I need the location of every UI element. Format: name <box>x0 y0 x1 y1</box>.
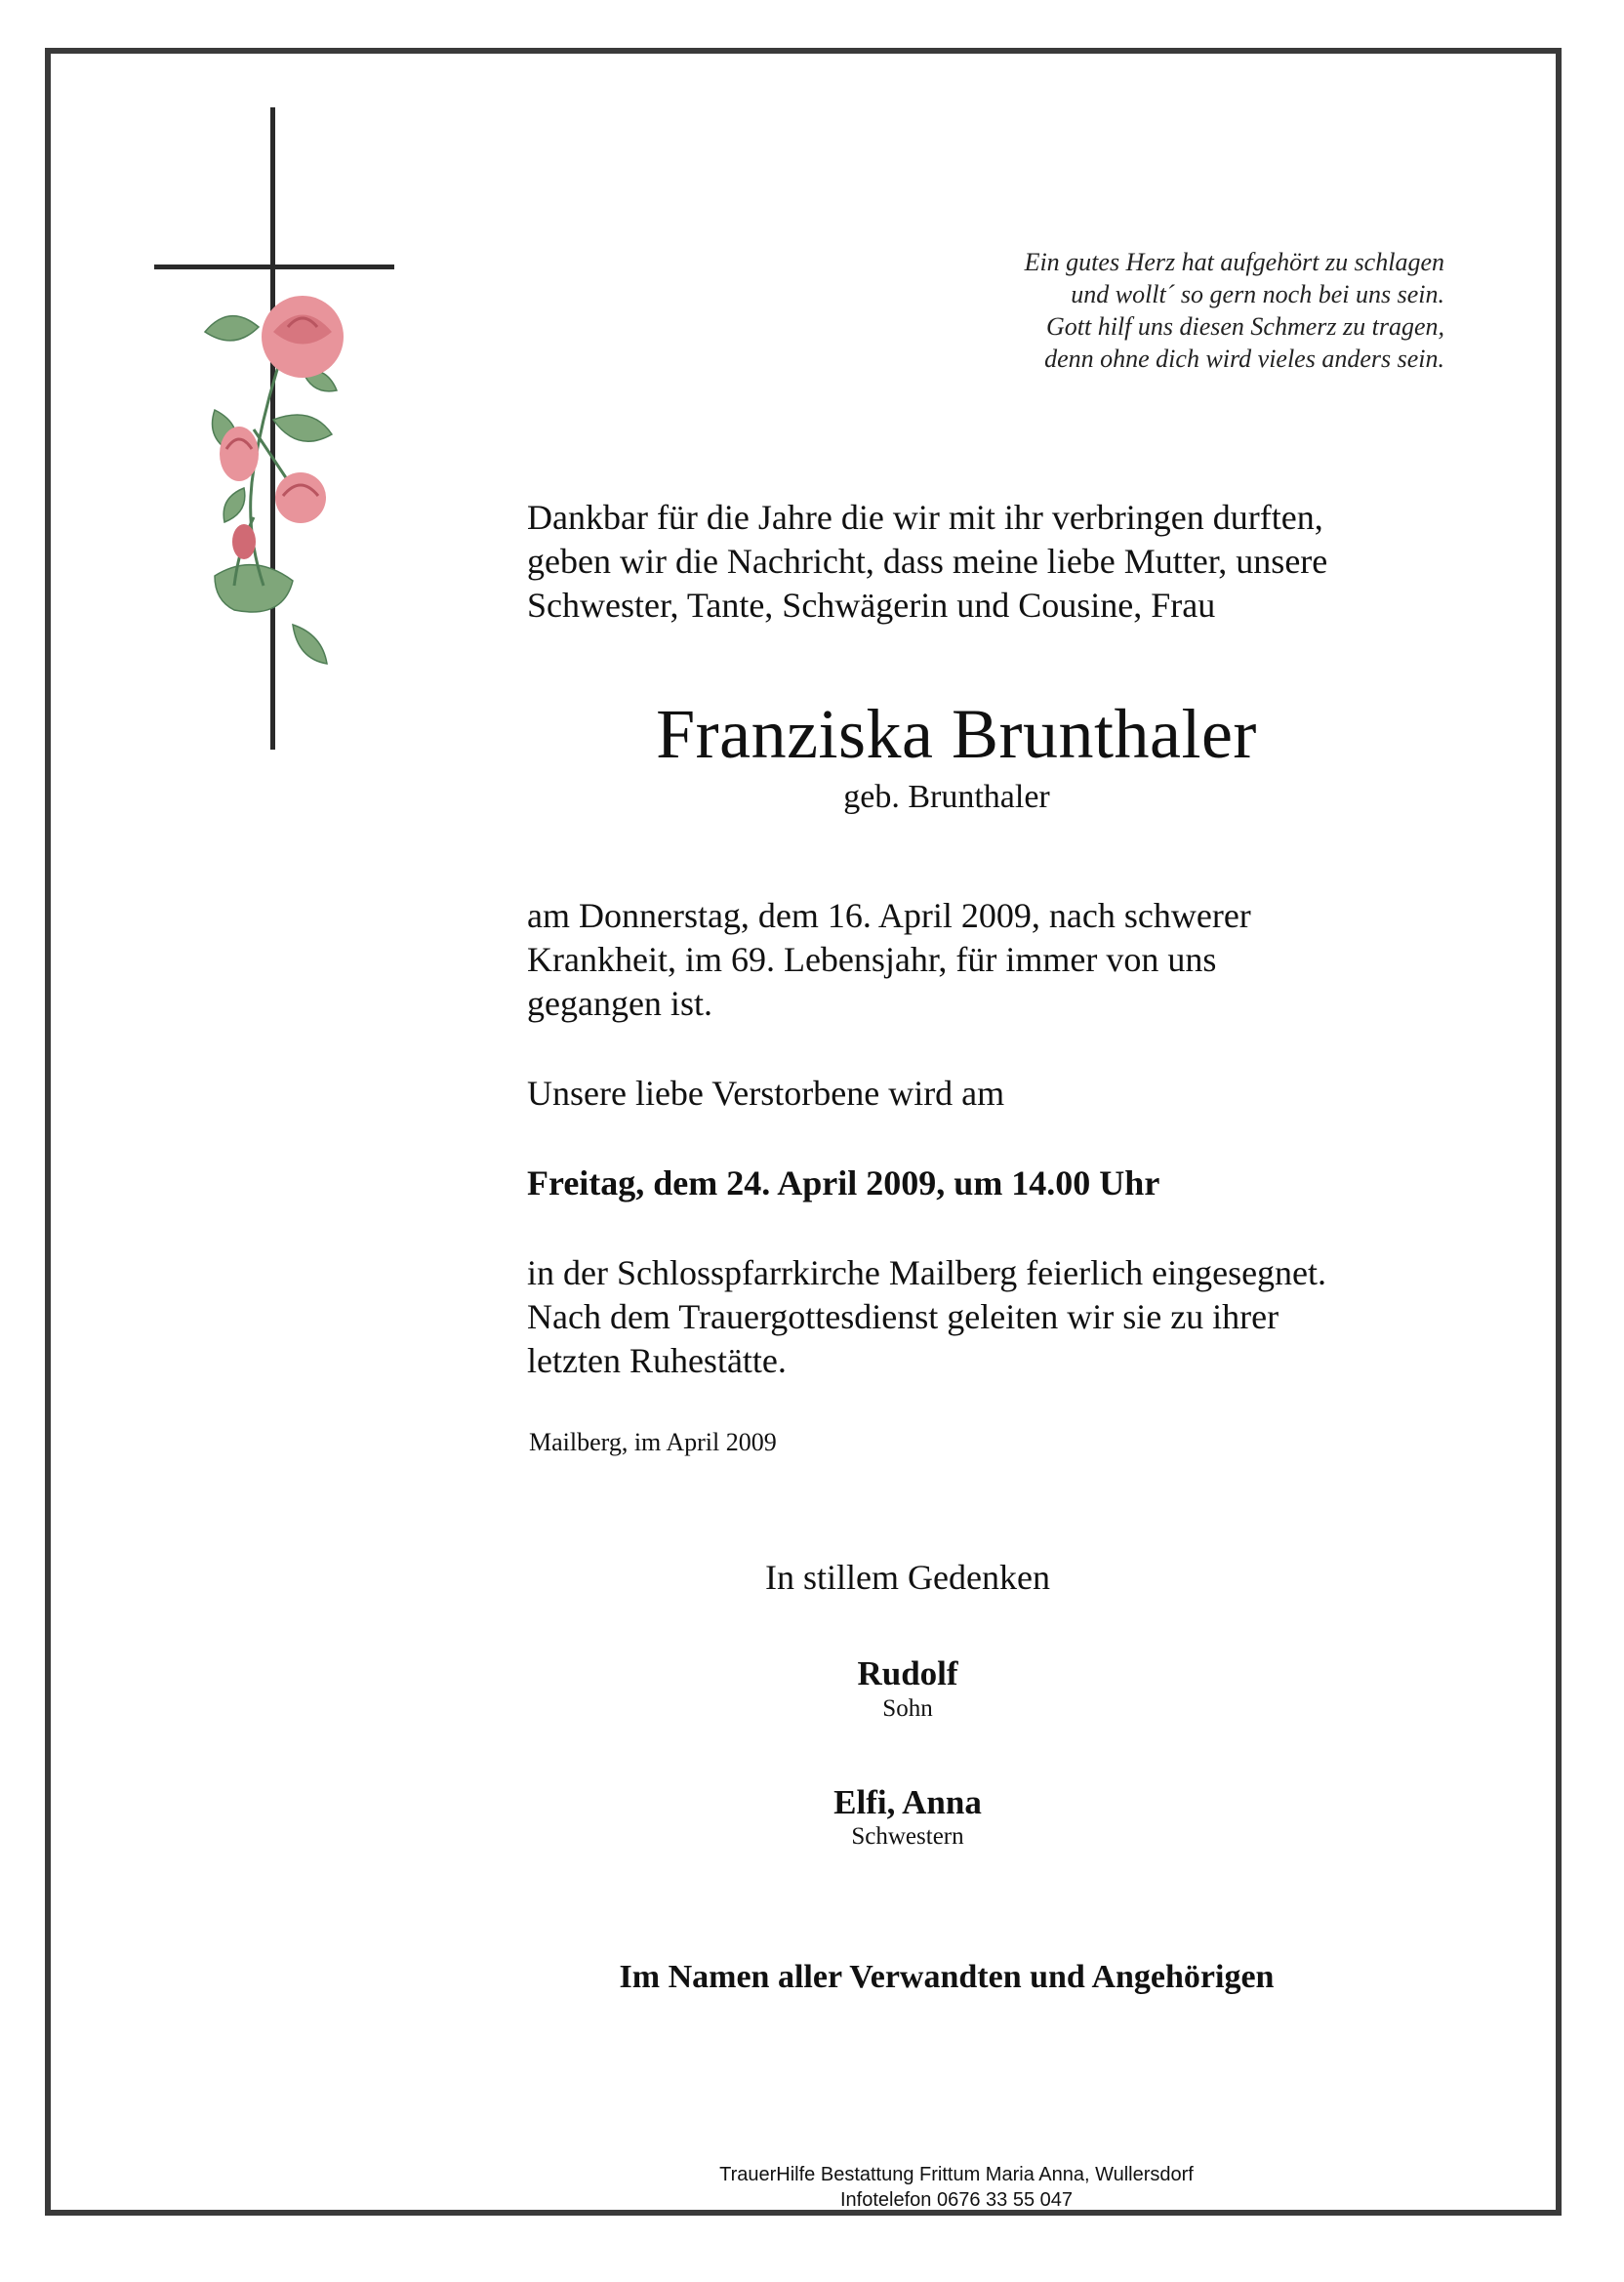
mourner-relation: Schwestern <box>851 1823 964 1850</box>
place-date: Mailberg, im April 2009 <box>529 1428 777 1456</box>
ceremony-line: letzten Ruhestätte. <box>527 1341 787 1380</box>
ceremony-line: in der Schlosspfarrkirche Mailberg feierlich eingesegnet. <box>527 1253 1327 1292</box>
intro-line: geben wir die Nachricht, dass meine liebe Mutter, unsere <box>527 542 1328 581</box>
ceremony-line: Nach dem Trauergottesdienst geleiten wir sie zu ihrer <box>527 1297 1279 1336</box>
birth-name: geb. Brunthaler <box>843 779 1050 815</box>
intro-paragraph <box>527 496 1464 628</box>
death-notice-line: gegangen ist. <box>527 984 712 1023</box>
mourner-names: Elfi, Anna <box>833 1783 982 1821</box>
poem-line: und wollt´ so gern noch bei uns sein. <box>1071 280 1444 308</box>
funeral-home-name: TrauerHilfe Bestattung Frittum Maria Anna, Wullersdorf <box>719 2164 1194 2185</box>
mourner-names: Rudolf <box>857 1654 958 1692</box>
mourners-heading: In stillem Gedenken <box>765 1558 1050 1597</box>
intro-line: Dankbar für die Jahre die wir mit ihr verbringen durften, <box>527 498 1323 537</box>
ceremony-date-time: Freitag, dem 24. April 2009, um 14.00 Uhr <box>527 1163 1160 1202</box>
poem-line: Ein gutes Herz hat aufgehört zu schlagen <box>1024 248 1444 276</box>
ceremony-intro: Unsere liebe Verstorbene wird am <box>527 1074 1005 1113</box>
closing-line: Im Namen aller Verwandten und Angehörigen <box>619 1959 1275 1995</box>
poem <box>683 246 1444 375</box>
poem-line: denn ohne dich wird vieles anders sein. <box>1044 345 1444 373</box>
poem-line: Gott hilf uns diesen Schmerz zu tragen, <box>1045 312 1444 341</box>
funeral-home-footer <box>508 2162 1405 2213</box>
deceased-name: Franziska Brunthaler <box>656 695 1257 773</box>
death-notice-line: Krankheit, im 69. Lebensjahr, für immer von uns <box>527 940 1217 979</box>
death-notice <box>527 894 1464 1026</box>
intro-line: Schwester, Tante, Schwägerin und Cousine, Frau <box>527 586 1216 625</box>
death-notice-line: am Donnerstag, dem 16. April 2009, nach schwerer <box>527 896 1251 935</box>
cross-with-roses-icon <box>146 107 400 752</box>
mourner-relation: Sohn <box>882 1695 933 1722</box>
info-phone: Infotelefon 0676 33 55 047 <box>840 2189 1073 2211</box>
ceremony-details <box>527 1251 1464 1383</box>
